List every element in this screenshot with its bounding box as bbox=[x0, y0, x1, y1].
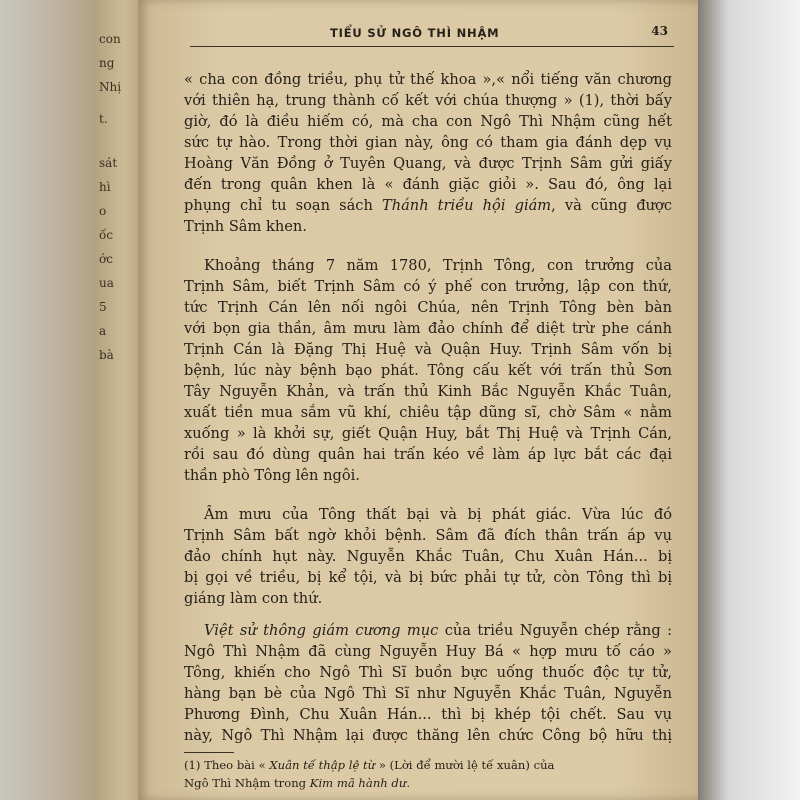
text-line: Trịnh Sâm bất ngờ khỏi bệnh. Sâm đã đích thân trấn áp vụ bbox=[184, 527, 672, 544]
page-number: 43 bbox=[651, 24, 668, 38]
book-title: Việt sử thông giám cương mục bbox=[204, 622, 439, 639]
prev-page-fragment: o bbox=[99, 204, 107, 218]
text-line: tức Trịnh Cán lên nối ngôi Chúa, nên Trịnh Tông bèn bàn bbox=[184, 299, 672, 316]
footnote-rule bbox=[184, 752, 234, 753]
prev-page-fragment: con bbox=[99, 32, 121, 46]
page-header bbox=[190, 24, 674, 47]
book-page bbox=[138, 0, 698, 800]
text-line bbox=[204, 621, 672, 641]
text-run: của triều Nguyễn chép rằng : bbox=[438, 622, 672, 639]
text-line: Trịnh Sâm, biết Trịnh Sâm có ý phế con trưởng, lập con thứ, bbox=[184, 278, 672, 295]
text-line: giáng làm con thứ. bbox=[184, 590, 323, 607]
text-run: , và cũng được bbox=[551, 197, 673, 214]
text-line: sức tự hào. Trong thời gian này, ông có tham gia đánh dẹp vụ bbox=[184, 134, 672, 151]
prev-page-fragment: bà bbox=[99, 348, 114, 362]
book-title: Thánh triều hội giám bbox=[381, 197, 552, 214]
text-line: bị gọi về triều, bị kể tội, và bị bức phải tự tử, còn Tông thì bị bbox=[184, 569, 672, 586]
text-line: Phương Đình, Chu Xuân Hán... thì bị khép tội chết. Sau vụ bbox=[184, 706, 672, 723]
prev-page-fragment: 5 bbox=[99, 300, 107, 314]
text-line: rồi sau đó dùng quân hai trấn kéo về làm áp lực bắt các đại bbox=[184, 446, 672, 463]
text-line: Ngô Thì Nhậm đã cùng Nguyễn Huy Bá « hợp mưu tố cáo » bbox=[184, 643, 672, 660]
text-line: với thiên hạ, trung thành cố kết với chúa thượng » (1), thời bấy bbox=[184, 92, 672, 109]
text-line: Hoàng Văn Đồng ở Tuyên Quang, và được Trịnh Sâm gửi giấy bbox=[184, 155, 672, 172]
text-line: bệnh, lúc này bệnh bạo phát. Tông cấu kết với trấn thủ Sơn bbox=[184, 362, 672, 379]
footnote-line bbox=[184, 757, 672, 773]
prev-page-fragment: Nhị bbox=[99, 80, 122, 94]
text-line: đến trong quân khen là « đánh giặc giỏi ». Sau đó, ông lại bbox=[184, 176, 672, 193]
text-line: giờ, đó là điều hiếm có, mà cha con Ngô Thì Nhậm cũng hết bbox=[184, 113, 672, 130]
text-line: xuất tiền mua sắm vũ khí, chiêu tập dũng sĩ, chờ Sâm « nằm bbox=[184, 404, 672, 421]
book-title: Kim mã hành dư bbox=[309, 776, 407, 790]
prev-page-fragment: sát bbox=[99, 156, 118, 170]
text-line: Tông, khiến cho Ngô Thì Sĩ buồn bực uống thuốc độc tự tử, bbox=[184, 664, 672, 681]
prev-page-fragment: hì bbox=[99, 180, 111, 194]
text-line: Trịnh Sâm khen. bbox=[184, 218, 307, 235]
footnote-line bbox=[184, 775, 672, 791]
prev-page-fragment: a bbox=[99, 324, 107, 338]
text-line: xuống » là khởi sự, giết Quận Huy, bắt Thị Huệ và Trịnh Cán, bbox=[184, 425, 672, 442]
text-line: hàng bạn bè của Ngô Thì Sĩ như Nguyễn Khắc Tuân, Nguyễn bbox=[184, 685, 672, 702]
text-line: đảo chính hụt này. Nguyễn Khắc Tuân, Chu Xuân Hán... bị bbox=[184, 548, 672, 565]
text-line: này, Ngô Thì Nhậm lại được thăng lên chức Công bộ hữu thị bbox=[184, 727, 672, 744]
text-line bbox=[184, 196, 672, 216]
text-line: Âm mưu của Tông thất bại và bị phát giác. Vừa lúc đó bbox=[204, 506, 672, 523]
background-right bbox=[690, 0, 800, 800]
text-run: Ngô Thì Nhậm trong bbox=[184, 776, 310, 790]
text-line: Trịnh Cán là Đặng Thị Huệ và Quận Huy. Trịnh Sâm vốn bị bbox=[184, 341, 672, 358]
prev-page-fragment: t. bbox=[99, 112, 108, 126]
prev-page-fragment: ng bbox=[99, 56, 115, 70]
text-line: Khoảng tháng 7 năm 1780, Trịnh Tông, con trưởng của bbox=[204, 257, 672, 274]
running-title: TIỂU SỬ NGÔ THÌ NHẬM bbox=[330, 26, 500, 40]
text-run: . bbox=[406, 776, 411, 790]
text-line: Tây Nguyễn Khản, và trấn thủ Kinh Bắc Nguyễn Khắc Tuân, bbox=[184, 383, 672, 400]
text-line: thần phò Tông lên ngôi. bbox=[184, 467, 360, 484]
previous-page-edge bbox=[96, 0, 142, 800]
prev-page-fragment: ớc bbox=[99, 252, 113, 266]
text-line: với bọn gia thần, âm mưu làm đảo chính để diệt trừ phe cánh bbox=[184, 320, 672, 337]
text-run: phụng chỉ tu soạn sách bbox=[184, 197, 382, 214]
text-line: « cha con đồng triều, phụ tử thế khoa »,« nổi tiếng văn chương bbox=[184, 71, 672, 88]
prev-page-fragment: ua bbox=[99, 276, 114, 290]
text-run: (1) Theo bài « bbox=[184, 758, 270, 772]
prev-page-fragment: ốc bbox=[99, 228, 114, 242]
text-run: » (Lời để mười lệ tế xuân) của bbox=[375, 758, 555, 772]
book-title: Xuân tế thập lệ từ bbox=[269, 758, 376, 772]
